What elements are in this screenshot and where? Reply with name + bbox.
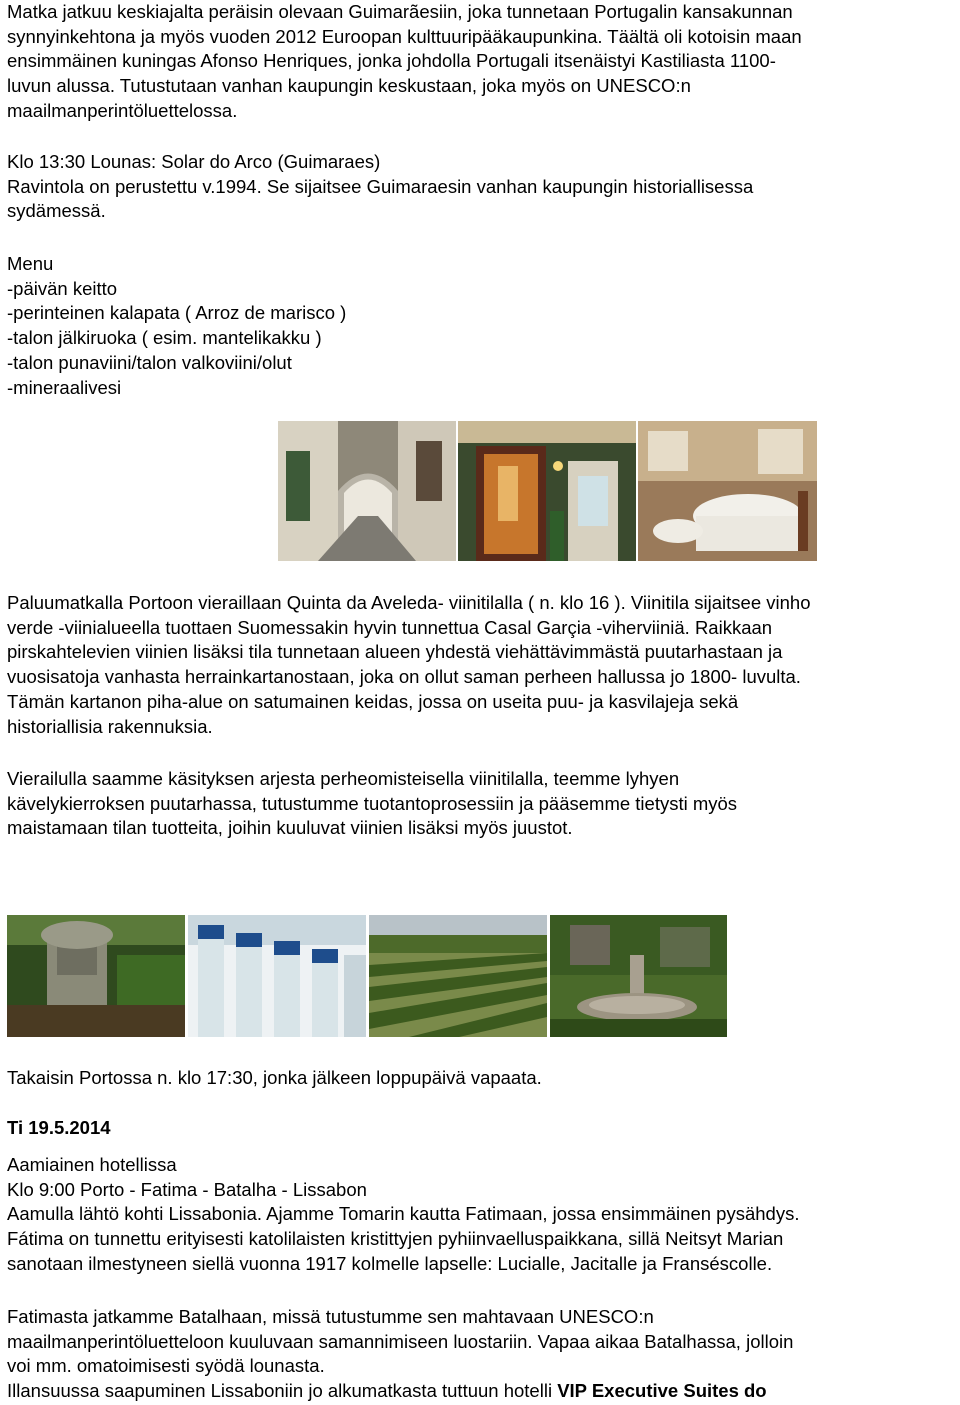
text-line: Fátima on tunnettu erityisesti katolilaisten kristittyjen pyhiinvaelluspaikkana, sillä Neitsyt Marian [7,1228,784,1250]
text-line: Vierailulla saamme käsityksen arjesta perheomisteisella viinitilalla, teemme lyhyen [7,768,680,789]
restaurant-entrance-photo [458,421,636,561]
wine-bottles-photo [188,915,366,1037]
visit-paragraph [7,767,960,841]
day-heading-text: Ti 19.5.2014 [7,1117,111,1138]
garden-tower-photo [7,915,185,1037]
text-line: Takaisin Portossa n. klo 17:30, jonka jälkeen loppupäivä vapaata. [7,1067,542,1088]
text-line: ensimmäinen kuningas Afonso Henriques, jonka johdolla Portugali itsenäistyi Kastiliasta 1100- [7,50,776,72]
text-line: voi mm. omatoimisesti syödä lounasta. [7,1355,325,1377]
aveleda-paragraph [7,591,960,739]
text-line: Ravintola on perustettu v.1994. Se sijaitsee Guimaraesin vanhan kaupungin historiallisessa [7,175,754,197]
text-line: luvun alussa. Tutustutaan vanhan kaupungin keskustaan, joka myös on UNESCO:n [7,75,691,97]
menu-section [7,252,960,400]
day-heading [7,1116,960,1141]
text-line: Matka jatkuu keskiajalta peräisin olevaan Guimarãesiin, joka tunnetaan Portugalin kansakunnan [7,1,793,22]
text-line: Aamulla lähtö kohti Lissabonia. Ajamme Tomarin kautta Fatimaan, jossa ensimmäinen pysähdys. [7,1203,800,1225]
text-line: maailmanperintöluetteloon kuuluvaan samannimiseen luostariin. Vapaa aikaa Batalhassa, jolloin [7,1330,794,1352]
text-line [7,1379,960,1404]
menu-item: -päivän keitto [7,277,118,299]
text-line: maailmanperintöluettelossa. [7,99,238,121]
text-line: vuosisatoja vanhasta herrainkartanostaan, joka on ollut saman perheen hallussa jo 1800- luvulta. [7,666,801,688]
text-line: maistamaan tilan tuotteita, joihin kuuluvat viinien lisäksi myös juustot. [7,817,573,839]
return-paragraph [7,1066,960,1091]
text-line: sanotaan ilmestyneen siellä vuonna 1917 kolmelle lapselle: Lucialle, Jacitalle ja Franséscolle. [7,1252,773,1274]
text-line: sydämessä. [7,200,106,222]
text-line: verde -viinialueella tuottaen Suomessakin hyvin tunnettua Casal Garçia -viherviiniä. Raikkaan [7,616,773,638]
hotel-name: VIP Executive Suites do [557,1380,767,1401]
menu-item: -talon jälkiruoka ( esim. mantelikakku ) [7,327,322,349]
text-line: Klo 9:00 Porto - Fatima - Batalha - Lissabon [7,1178,367,1200]
text-line: synnyinkehtona ja myös vuoden 2012 Euroopan kulttuuripääkaupunkina. Täältä oli kotoisin maan [7,25,802,47]
text-line: Fatimasta jatkamme Batalhaan, missä tutustumme sen mahtavaan UNESCO:n [7,1306,654,1327]
text-line: Aamiainen hotellissa [7,1154,177,1175]
text-line: pirskahtelevien viinien lisäksi tila tunnetaan alueen yhdestä viehättävimmästä puutarhastaan ja [7,641,783,663]
fountain-garden-photo [550,915,727,1037]
lunch-paragraph [7,150,960,224]
intro-paragraph [7,0,960,124]
arrival-text: Illansuussa saapuminen Lissaboniin jo alkumatkasta tuttuun hotelli [7,1380,558,1401]
text-line: Paluumatkalla Portoon vieraillaan Quinta da Aveleda- viinitilalla ( n. klo 16 ). Viinitila sijaitsee vinho [7,592,811,613]
vineyard-photo [369,915,547,1037]
batalha-paragraph [7,1305,960,1379]
text-line: Klo 13:30 Lounas: Solar do Arco (Guimaraes) [7,151,381,172]
menu-item: -perinteinen kalapata ( Arroz de marisco ) [7,302,347,324]
menu-item: -mineraalivesi [7,376,122,398]
street-arch-photo [278,421,456,561]
text-line: kävelykierroksen puutarhassa, tutustumme tuotantoprosessiin ja pääsemme tietysti myös [7,792,738,814]
text-line: historiallisia rakennuksia. [7,715,213,737]
dining-room-photo [638,421,817,561]
menu-title: Menu [7,253,54,274]
menu-item: -talon punaviini/talon valkoviini/olut [7,351,292,373]
arrival-paragraph [7,1379,960,1404]
text-line: Tämän kartanon piha-alue on satumainen keidas, jossa on useita puu- ja kasvilajeja sekä [7,690,739,712]
fatima-paragraph [7,1153,960,1277]
